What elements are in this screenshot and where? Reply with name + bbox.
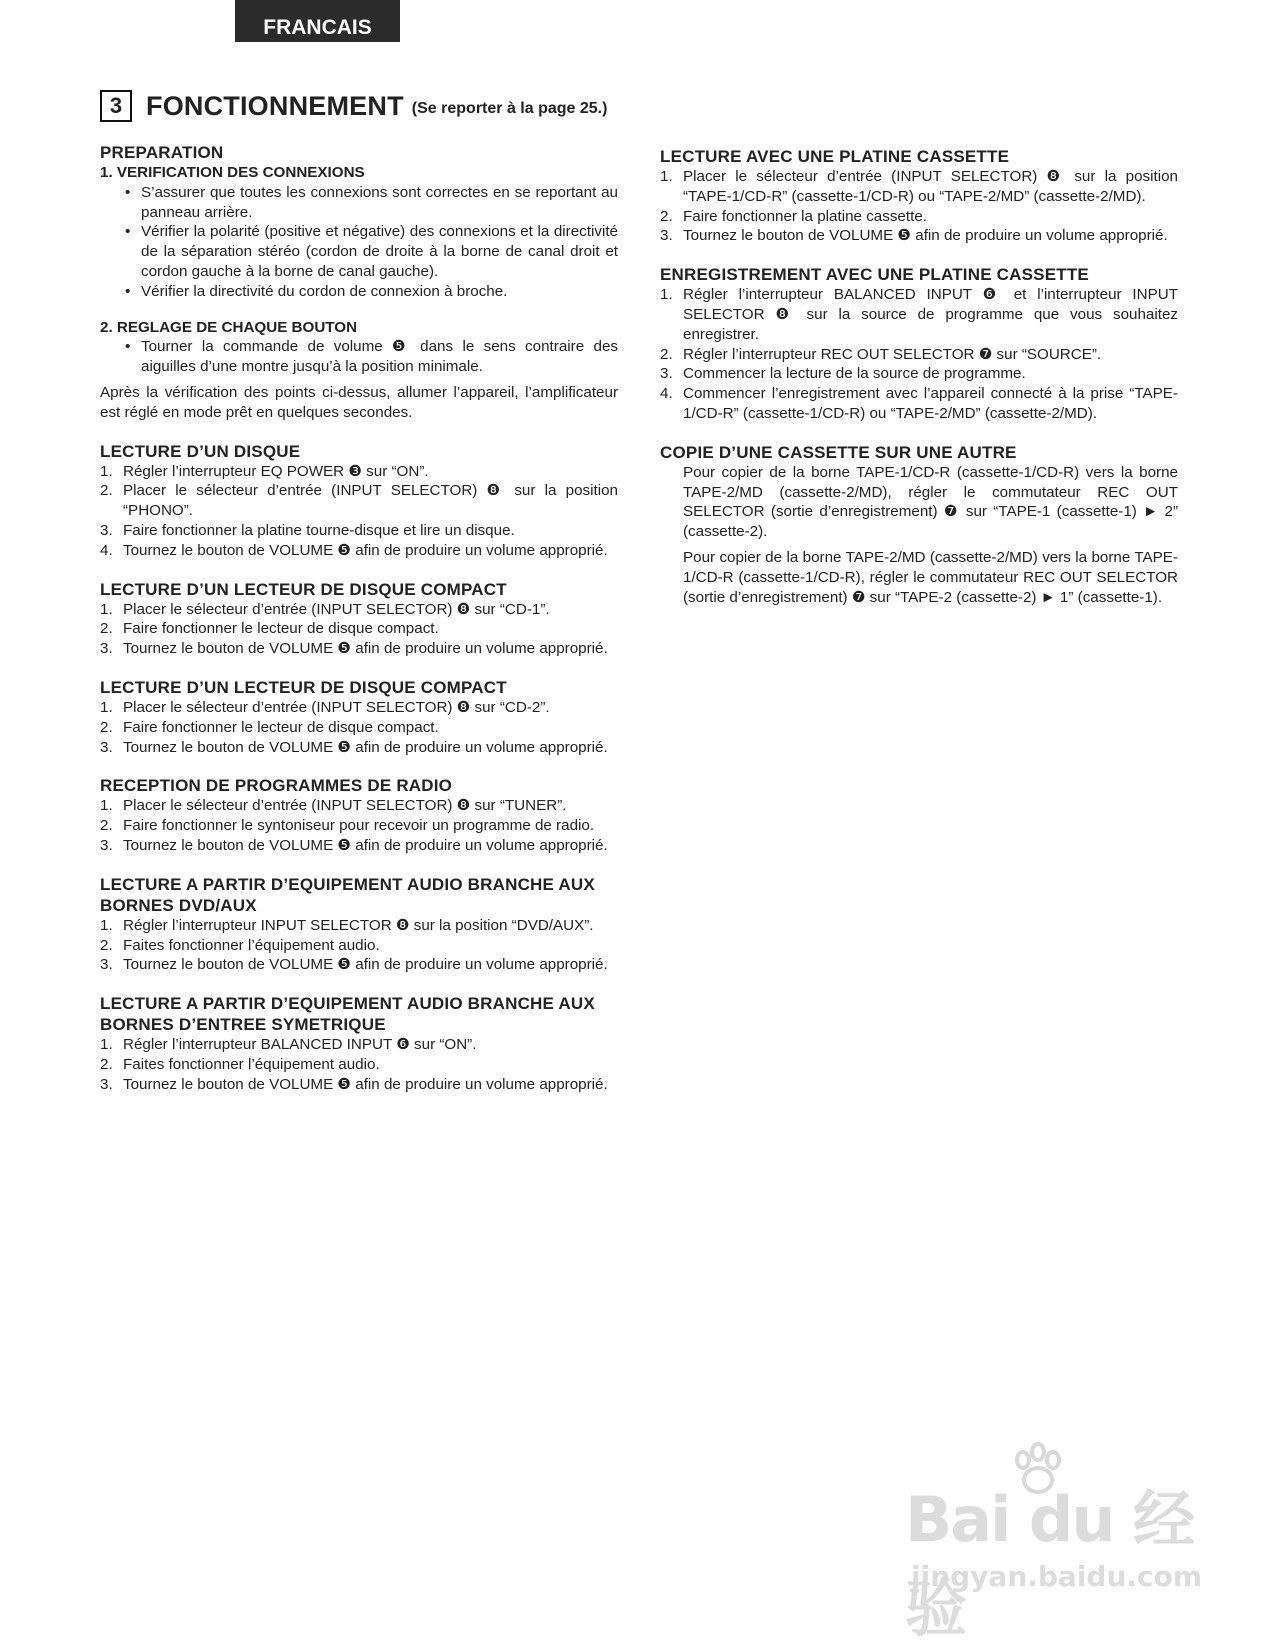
page-title: FONCTIONNEMENT <box>146 90 404 121</box>
subsection-title: 1. VERIFICATION DES CONNEXIONS <box>100 164 365 181</box>
list-item: • Vérifier la directivité du cordon de connexion à broche. <box>125 282 508 300</box>
section-copy <box>660 442 1178 608</box>
list-item: • Tourner la commande de volume ❺ dans le sens contraire des aiguilles d’une montre jusqu’à la position minimale. <box>125 338 618 376</box>
list-item: 1. Placer le sélecteur d’entrée (INPUT SELECTOR) ❽ sur “CD-2”. <box>100 698 550 716</box>
section-tape <box>660 146 1178 246</box>
section-preparation <box>100 142 618 423</box>
list-item: • S’assurer que toutes les connexions sont correctes en se reportant au panneau arrière. <box>125 183 618 221</box>
list-item: 1. Régler l’interrupteur INPUT SELECTOR ❽ sur la position “DVD/AUX”. <box>100 916 594 934</box>
section-number: 3 <box>100 90 132 122</box>
list-item: 1. Placer le sélecteur d’entrée (INPUT SELECTOR) ❽ sur “TUNER”. <box>100 797 567 815</box>
watermark-url: jingyan.baidu.com <box>911 1560 1203 1593</box>
section-title: PREPARATION <box>100 143 224 162</box>
list-item: 1. Placer le sélecteur d’entrée (INPUT SELECTOR) ❽ sur “CD-1”. <box>100 600 550 618</box>
list-item: 1. Placer le sélecteur d’entrée (INPUT SELECTOR) ❽ sur la position “TAPE-1/CD-R” (cassette-1/CD-R) ou “TAPE-2/MD” (cassette-2/MD). <box>660 168 1178 205</box>
list-item: 2. Faites fonctionner l’équipement audio. <box>100 1055 380 1073</box>
section-title: LECTURE A PARTIR D’EQUIPEMENT AUDIO BRANCHE AUX BORNES DVD/AUX <box>100 874 595 915</box>
list-item: 4. Commencer l’enregistrement avec l’appareil connecté à la prise “TAPE-1/CD-R” (cassette-1/CD-R) ou “TAPE-2/MD” (cassette-2/MD). <box>660 385 1178 422</box>
section-title: ENREGISTREMENT AVEC UNE PLATINE CASSETTE <box>660 265 1089 285</box>
watermark-brand: Bai du 经验 <box>905 1483 1194 1645</box>
list-item: 2. Faire fonctionner le lecteur de disque compact. <box>100 718 439 736</box>
page-heading <box>100 90 607 122</box>
section-title: LECTURE A PARTIR D’EQUIPEMENT AUDIO BRANCHE AUX BORNES D’ENTREE SYMETRIQUE <box>100 994 595 1035</box>
section-title: LECTURE D’UN LECTEUR DE DISQUE COMPACT <box>100 677 507 697</box>
section-title: LECTURE AVEC UNE PLATINE CASSETTE <box>660 147 1010 166</box>
list-item: 4. Tournez le bouton de VOLUME ❺ afin de produire un volume approprié. <box>100 541 608 559</box>
page-reference: (Se reporter à la page 25.) <box>411 100 608 117</box>
list-item: 3. Tournez le bouton de VOLUME ❺ afin de produire un volume approprié. <box>660 227 1168 245</box>
section-disc <box>100 441 618 561</box>
list-item: 2. Faites fonctionner l’équipement audio. <box>100 936 380 954</box>
section-cd1 <box>100 579 618 659</box>
left-column <box>100 142 618 1113</box>
paragraph: Pour copier de la borne TAPE-1/CD-R (cassette-1/CD-R) vers la borne TAPE-2/MD (cassette-2/MD), régler le commutateur REC OUT SELECTOR (sortie d’enregistrement) ❼ sur “TAPE-1 (cassette-1) ► 2” (cassette-2). <box>683 463 1178 541</box>
list-item: 3. Faire fonctionner la platine tourne-disque et lire un disque. <box>100 521 515 539</box>
paragraph: Après la vérification des points ci-dessus, allumer l’appareil, l’amplificateur est réglé en mode prêt en quelques secondes. <box>100 383 618 421</box>
list-item: 1. Régler l’interrupteur BALANCED INPUT ❻ et l’interrupteur INPUT SELECTOR ❽ sur la source de programme que vous souhaitez enregistrer. <box>660 286 1178 343</box>
list-item: 3. Commencer la lecture de la source de programme. <box>660 365 1026 383</box>
section-title: COPIE D’UNE CASSETTE SUR UNE AUTRE <box>660 442 1017 462</box>
list-item: 3. Tournez le bouton de VOLUME ❺ afin de produire un volume approprié. <box>100 738 608 756</box>
right-column <box>660 146 1178 625</box>
list-item: 3. Tournez le bouton de VOLUME ❺ afin de produire un volume approprié. <box>100 836 608 854</box>
list-item: 3. Tournez le bouton de VOLUME ❺ afin de produire un volume approprié. <box>100 1075 608 1093</box>
list-item: 2. Faire fonctionner la platine cassette. <box>660 207 927 225</box>
section-title: RECEPTION DE PROGRAMMES DE RADIO <box>100 776 453 796</box>
list-item: 2. Placer le sélecteur d’entrée (INPUT SELECTOR) ❽ sur la position “PHONO”. <box>100 482 618 520</box>
section-title: LECTURE D’UN DISQUE <box>100 441 301 461</box>
section-dvd-aux <box>100 874 618 975</box>
section-radio <box>100 775 618 855</box>
section-cd2 <box>100 677 618 757</box>
section-recording <box>660 264 1178 424</box>
section-balanced <box>100 993 618 1094</box>
watermark <box>905 1440 1205 1645</box>
list-item: • Vérifier la polarité (positive et négative) des connexions et la directivité de la séparation stéréo (cordon de droite à la borne de canal droit et cordon gauche à la borne de canal gauche). <box>125 223 618 280</box>
section-title: LECTURE D’UN LECTEUR DE DISQUE COMPACT <box>100 579 507 599</box>
list-item: 2. Faire fonctionner le lecteur de disque compact. <box>100 620 439 638</box>
list-item: 2. Faire fonctionner le syntoniseur pour recevoir un programme de radio. <box>100 817 595 835</box>
list-item: 1. Régler l’interrupteur BALANCED INPUT ❻ sur “ON”. <box>100 1036 477 1054</box>
list-item: 3. Tournez le bouton de VOLUME ❺ afin de produire un volume approprié. <box>100 640 608 658</box>
paragraph: Pour copier de la borne TAPE-2/MD (cassette-2/MD) vers la borne TAPE-1/CD-R (cassette-1/CD-R), régler le commutateur REC OUT SELECTOR (sortie d’enregistrement) ❼ sur “TAPE-2 (cassette-2) ► 1” (cassette-1). <box>683 548 1178 606</box>
list-item: 2. Régler l’interrupteur REC OUT SELECTOR ❼ sur “SOURCE”. <box>660 345 1102 363</box>
list-item: 3. Tournez le bouton de VOLUME ❺ afin de produire un volume approprié. <box>100 956 608 974</box>
subsection-title: 2. REGLAGE DE CHAQUE BOUTON <box>100 318 358 336</box>
language-tab: FRANCAIS <box>235 0 400 42</box>
list-item: 1. Régler l’interrupteur EQ POWER ❸ sur “ON”. <box>100 462 429 480</box>
